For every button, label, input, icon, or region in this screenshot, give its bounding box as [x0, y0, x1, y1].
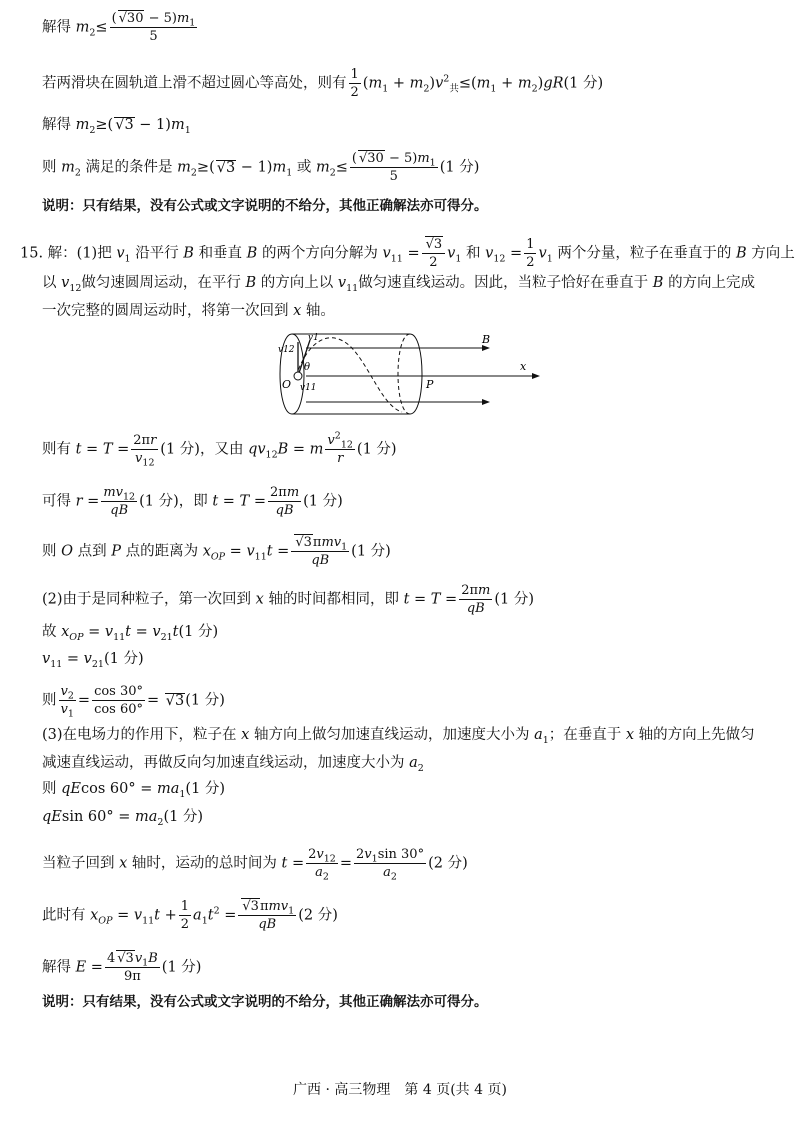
note-grading-2: 说明：只有结果，没有公式或文字说明的不给分，其他正确解法亦可得分。 — [42, 994, 488, 1010]
text: 沿平行 — [135, 245, 179, 262]
score: (1 分) — [494, 591, 535, 608]
text: 点的距离为 — [125, 543, 199, 560]
text: ；在垂直于 — [548, 727, 622, 743]
score: (2 分) — [428, 855, 468, 872]
line-radius: 可得 r = $\frac{mv_{12}}{qB}$ (1 分)，即 t = T = $\frac{2\pi m}{qB}$ (1 分) — [42, 485, 343, 518]
score: (1 分) — [351, 543, 391, 560]
part2-line-4: 则 $\frac{v_2}{v_1}$ = $\frac{\cos 30^\circ}{\cos 60^\circ}$ = √3(1 分) — [42, 684, 225, 720]
score: (1 分) — [185, 781, 226, 797]
text: 轴。 — [305, 303, 335, 319]
score: (1 分) — [563, 75, 604, 92]
part3-line-2: 减速直线运动，再做反向匀加速直线运动，加速度大小为 $a_2$ — [42, 755, 424, 774]
text: 轴时，运动的总时间为 — [131, 855, 277, 872]
score: (1 分) — [163, 809, 204, 825]
text: 的两个方向分解为 — [261, 245, 378, 262]
text: 两个分量，粒子在垂直于的 — [557, 245, 732, 262]
text: 和垂直 — [198, 245, 243, 262]
text: 则有 — [42, 441, 71, 458]
helix-diagram — [270, 326, 550, 422]
text: (2)由于是同种粒子，第一次回到 — [42, 591, 252, 608]
text: 轴的方向上先做匀 — [638, 727, 755, 743]
part2-line-2: 故 $x_{OP} = v_{11}t = v_{21}t(1$ 分) — [42, 624, 219, 643]
origin-point — [294, 372, 302, 380]
line-m2-conditions: 则 $m_2$ 满足的条件是 $m_2\ge$( $√3 - 1)m_1$ 或 $m_2\le$ $\frac{( √30 - 5)m_1}{5}$ (1 分) — [42, 151, 480, 184]
text: 减速直线运动，再做反向匀加速直线运动，加速度大小为 — [42, 755, 405, 771]
label-theta: θ — [304, 362, 311, 373]
label-v11: v11 — [300, 383, 317, 393]
score: (1 分) — [303, 493, 343, 510]
label-O: O — [282, 378, 292, 391]
line-distance-OP: 则 O 点到 P 点的距离为 $x_{OP} = v_{11}t$ = $\frac{√3\pi mv_1}{qB}$ (1 分) — [42, 535, 391, 568]
helix-path — [296, 338, 402, 412]
text: 则 — [42, 543, 57, 560]
arrow-head — [532, 373, 540, 379]
x-axis-symbol: x — [293, 303, 302, 319]
text: (1 分)，又由 — [160, 441, 244, 458]
label-B: B — [482, 333, 491, 346]
text: 解：(1)把 — [47, 245, 112, 262]
score: (1 分) — [178, 624, 219, 640]
label-v1: v1 — [308, 333, 319, 343]
text: 的方向上完成 — [668, 275, 756, 291]
label-P: P — [426, 378, 434, 391]
part3-line-7: 解得 E = $\frac{4 √3v_1B}{9\pi}$ (1 分) — [42, 951, 202, 984]
score: (1 分) — [439, 159, 480, 176]
text: 当粒子回到 — [42, 855, 115, 872]
text: 或 — [296, 159, 312, 176]
part2-line-1: (2)由于是同种粒子，第一次回到 x 轴的时间都相同，即 t = T = $\frac{2\pi m}{qB}$ (1 分) — [42, 583, 535, 616]
text: 此时有 — [42, 907, 86, 924]
text: 解得 — [42, 117, 71, 133]
text: 则 — [42, 781, 57, 797]
text: 做匀速直线运动。因此，当粒子恰好在垂直于 — [358, 275, 649, 291]
q15-line-3 — [42, 300, 335, 322]
line-period: 则有 t = T = $\frac{2\pi r}{v_{12}}$ (1 分)，又由 $qv_{12}B = m$ $\frac{v^2_{12}}{r}$ (1 分) — [42, 430, 397, 469]
text: 解得 — [42, 19, 71, 36]
line-solve-m2-upper: 解得 $m_2\le$ $\frac{( √30 - 5)m_1}{5}$ — [42, 11, 196, 44]
text: (1 分)，即 — [139, 493, 208, 510]
part3-line-6: 此时有 $x_{OP} = v_{11}t$ + $\frac{1}{2}$ $a_1t^2$ = $\frac{√3\pi mv_1}{qB}$ (2 分) — [42, 899, 338, 932]
text: 以 — [42, 275, 57, 291]
text: 则 — [42, 692, 57, 709]
text: 和 — [466, 245, 481, 262]
score: (2 分) — [298, 907, 338, 924]
text: 故 — [42, 624, 57, 640]
text: 解得 — [42, 959, 71, 976]
text: 方向上 — [751, 245, 795, 262]
line-solve-m2-lower: 解得 $m_2\ge$( $√3 - 1)m_1$ — [42, 117, 191, 136]
text: 的方向上以 — [260, 275, 334, 291]
q15-line-2: 以 $v_{12}$做匀速圆周运动，在平行 B 的方向上以 $v_{11}$做匀速直线运动。因此，当粒子恰好在垂直于 B 的方向上完成 — [42, 275, 756, 294]
arrow-head — [482, 399, 490, 405]
label-v12: v12 — [278, 345, 295, 355]
part3-line-5: 当粒子回到 x 轴时，运动的总时间为 t = $\frac{2v_{12}}{a_2}$ = $\frac{2v_1\sin 30^\circ}{a_2}$ (2 分) — [42, 847, 468, 883]
text: 可得 — [42, 493, 71, 510]
part2-line-3: $v_{11} = v_{21}(1$ 分) — [42, 651, 144, 670]
question-number: 15. — [20, 245, 44, 262]
score: (1 分) — [161, 959, 202, 976]
text: 满足的条件是 — [85, 159, 173, 176]
part3-line-4: qEsin $60^\circ = ma_2(1$ 分) — [42, 809, 204, 828]
text: (3)在电场力的作用下，粒子在 — [42, 727, 237, 743]
text: 则 — [42, 159, 57, 176]
note-grading-1: 说明：只有结果，没有公式或文字说明的不给分，其他正确解法亦可得分。 — [42, 198, 488, 214]
text: 一次完整的圆周运动时，将第一次回到 — [42, 303, 289, 319]
text: 轴的时间都相同，即 — [268, 591, 399, 608]
line-condition-energy: 若两滑块在圆轨道上滑不超过圆心等高处，则有 $\frac{1}{2}$ $(m_1 + m_2)v^2_共\le(m_1 + m_2)gR(1$ 分) — [42, 67, 604, 100]
page-footer: 广西 · 高三物理 第 4 页(共 4 页) — [293, 1082, 507, 1098]
score: (1 分) — [356, 441, 397, 458]
part3-line-1: (3)在电场力的作用下，粒子在 x 轴方向上做匀加速直线运动，加速度大小为 $a_1$；在垂直于 x 轴的方向上先做匀 — [42, 727, 755, 746]
text: 点到 — [77, 543, 107, 560]
text: 若两滑块在圆轨道上滑不超过圆心等高处，则有 — [42, 75, 347, 92]
text: 做匀速圆周运动，在平行 — [81, 275, 241, 291]
score: (1 分) — [103, 651, 144, 667]
part3-line-3: 则 qEcos $60^\circ = ma_1(1$ 分) — [42, 781, 226, 800]
score: (1 分) — [185, 692, 225, 709]
text: 轴方向上做匀加速直线运动，加速度大小为 — [253, 727, 530, 743]
q15-line-1: 15. 解：(1)把 $v_1$ 沿平行 B 和垂直 B 的两个方向分解为 $v_{11}$ = $\frac{√3}{2}$ $v_1$ 和 $v_{12}$ = $\frac{1}{2}$ $v_1$ 两个分量，粒子在垂直于的 B 方向上 — [20, 237, 795, 270]
label-x: x — [520, 360, 527, 373]
